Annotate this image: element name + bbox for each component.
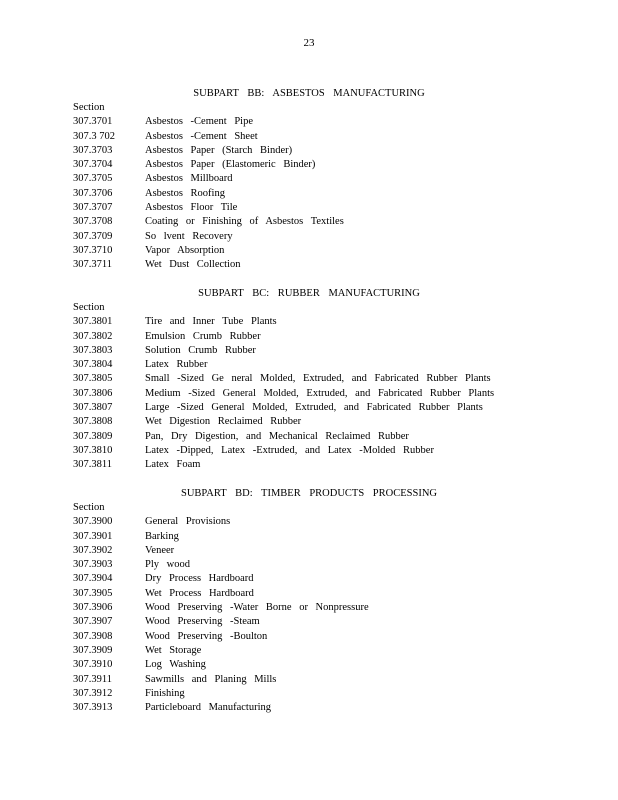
section-number: 307.3803 bbox=[73, 344, 113, 356]
section-label: Section bbox=[73, 102, 105, 113]
section-title: Ply wood bbox=[145, 559, 190, 571]
section-row bbox=[0, 687, 618, 701]
section-row bbox=[0, 315, 618, 329]
section-title: Emulsion Crumb Rubber bbox=[145, 330, 261, 342]
section-row bbox=[0, 330, 618, 344]
section-row bbox=[0, 115, 618, 129]
section-title: Asbestos Paper (Elastomeric Binder) bbox=[145, 159, 316, 171]
section-list bbox=[0, 515, 618, 715]
section-title: Wood Preserving -Water Borne or Nonpressure bbox=[145, 602, 369, 614]
section-row bbox=[0, 401, 618, 415]
section-title: Particleboard Manufacturing bbox=[145, 702, 271, 714]
section-list bbox=[0, 315, 618, 472]
section-title: Asbestos Roofing bbox=[145, 187, 225, 199]
section-number: 307.3807 bbox=[73, 402, 113, 414]
section-label: Section bbox=[73, 502, 105, 513]
section-title: Asbestos Millboard bbox=[145, 173, 233, 185]
section-number: 307.3804 bbox=[73, 359, 113, 371]
section-number: 307.3911 bbox=[73, 673, 112, 685]
section-row bbox=[0, 187, 618, 201]
section-title: Asbestos -Cement Sheet bbox=[145, 130, 258, 142]
section-number: 307.3913 bbox=[73, 702, 113, 714]
section-title: Sawmills and Planing Mills bbox=[145, 673, 277, 685]
section-number: 307.3703 bbox=[73, 144, 113, 156]
subpart-bd bbox=[0, 487, 618, 715]
section-number: 307.3707 bbox=[73, 202, 113, 214]
section-row bbox=[0, 358, 618, 372]
section-title: Medium -Sized General Molded, Extruded, and Fabricated Rubber Plants bbox=[145, 387, 495, 399]
section-row bbox=[0, 144, 618, 158]
section-number: 307.3909 bbox=[73, 644, 113, 656]
section-number: 307.3906 bbox=[73, 602, 113, 614]
section-number: 307.3808 bbox=[73, 416, 113, 428]
section-number: 307.3910 bbox=[73, 659, 113, 671]
subpart-title: SUBPART BD: TIMBER PRODUCTS PROCESSING bbox=[181, 488, 437, 499]
section-number: 307.3901 bbox=[73, 530, 113, 542]
section-number: 307.3809 bbox=[73, 430, 113, 442]
section-title: Solution Crumb Rubber bbox=[145, 344, 256, 356]
section-row bbox=[0, 158, 618, 172]
subpart-title: SUBPART BC: RUBBER MANUFACTURING bbox=[198, 288, 420, 299]
section-title: Log Washing bbox=[145, 659, 206, 671]
section-number: 307.3806 bbox=[73, 387, 113, 399]
section-title: Latex Foam bbox=[145, 459, 201, 471]
section-row bbox=[0, 701, 618, 715]
subpart-bb bbox=[0, 87, 618, 273]
section-row bbox=[0, 415, 618, 429]
section-number: 307.3710 bbox=[73, 244, 113, 256]
section-row bbox=[0, 644, 618, 658]
section-row bbox=[0, 558, 618, 572]
section-title: So lvent Recovery bbox=[145, 230, 233, 242]
section-number: 307.3801 bbox=[73, 316, 113, 328]
section-title: Large -Sized General Molded, Extruded, and Fabricated Rubber Plants bbox=[145, 402, 483, 414]
section-number: 307.3902 bbox=[73, 544, 113, 556]
section-title: General Provisions bbox=[145, 516, 231, 528]
section-title: Wet Digestion Reclaimed Rubber bbox=[145, 416, 302, 428]
section-title: Wet Process Hardboard bbox=[145, 587, 254, 599]
section-number: 307.3805 bbox=[73, 373, 113, 385]
section-row bbox=[0, 215, 618, 229]
section-row bbox=[0, 201, 618, 215]
section-row bbox=[0, 458, 618, 472]
section-row bbox=[0, 630, 618, 644]
section-number: 307.3912 bbox=[73, 687, 113, 699]
section-number: 307.3900 bbox=[73, 516, 113, 528]
section-row bbox=[0, 544, 618, 558]
section-number: 307.3905 bbox=[73, 587, 113, 599]
section-row bbox=[0, 572, 618, 586]
section-title: Asbestos -Cement Pipe bbox=[145, 116, 253, 128]
section-title: Wood Preserving -Boulton bbox=[145, 630, 268, 642]
section-row bbox=[0, 430, 618, 444]
section-row bbox=[0, 444, 618, 458]
section-row bbox=[0, 515, 618, 529]
section-number: 307.3908 bbox=[73, 630, 113, 642]
section-title: Wet Dust Collection bbox=[145, 259, 241, 271]
section-title: Asbestos Paper (Starch Binder) bbox=[145, 144, 293, 156]
section-number: 307.3701 bbox=[73, 116, 113, 128]
section-title: Veneer bbox=[145, 544, 175, 556]
section-row bbox=[0, 244, 618, 258]
section-row bbox=[0, 130, 618, 144]
section-title: Latex Rubber bbox=[145, 359, 208, 371]
section-title: Latex -Dipped, Latex -Extruded, and Latex -Molded Rubber bbox=[145, 444, 434, 456]
page-number: 23 bbox=[303, 37, 315, 49]
section-number: 307.3907 bbox=[73, 616, 113, 628]
section-number: 307.3705 bbox=[73, 173, 113, 185]
section-row bbox=[0, 372, 618, 386]
section-row bbox=[0, 615, 618, 629]
section-title: Tire and Inner Tube Plants bbox=[145, 316, 277, 328]
section-row bbox=[0, 601, 618, 615]
section-number: 307.3706 bbox=[73, 187, 113, 199]
section-row bbox=[0, 530, 618, 544]
section-title: Pan, Dry Digestion, and Mechanical Reclaimed Rubber bbox=[145, 430, 409, 442]
section-row bbox=[0, 172, 618, 186]
section-row bbox=[0, 587, 618, 601]
section-title: Small -Sized Ge neral Molded, Extruded, and Fabricated Rubber Plants bbox=[145, 373, 491, 385]
section-number: 307.3711 bbox=[73, 259, 112, 271]
section-number: 307.3802 bbox=[73, 330, 113, 342]
section-title: Asbestos Floor Tile bbox=[145, 202, 238, 214]
section-title: Coating or Finishing of Asbestos Textiles bbox=[145, 216, 344, 228]
section-number: 307.3904 bbox=[73, 573, 113, 585]
section-number: 307.3903 bbox=[73, 559, 113, 571]
section-number: 307.3709 bbox=[73, 230, 113, 242]
section-number: 307.3810 bbox=[73, 444, 113, 456]
section-row bbox=[0, 673, 618, 687]
section-list bbox=[0, 115, 618, 272]
section-row bbox=[0, 387, 618, 401]
section-title: Wood Preserving -Steam bbox=[145, 616, 260, 628]
subpart-title: SUBPART BB: ASBESTOS MANUFACTURING bbox=[193, 88, 425, 99]
section-title: Dry Process Hardboard bbox=[145, 573, 254, 585]
section-title: Finishing bbox=[145, 687, 185, 699]
section-title: Vapor Absorption bbox=[145, 244, 225, 256]
section-title: Wet Storage bbox=[145, 644, 202, 656]
section-number: 307.3811 bbox=[73, 459, 112, 471]
section-row bbox=[0, 230, 618, 244]
section-row bbox=[0, 344, 618, 358]
section-row bbox=[0, 658, 618, 672]
section-number: 307.3704 bbox=[73, 159, 113, 171]
section-row bbox=[0, 258, 618, 272]
section-title: Barking bbox=[145, 530, 179, 542]
section-number: 307.3708 bbox=[73, 216, 113, 228]
section-label: Section bbox=[73, 302, 105, 313]
section-number: 307.3 702 bbox=[73, 130, 115, 142]
subpart-bc bbox=[0, 287, 618, 473]
